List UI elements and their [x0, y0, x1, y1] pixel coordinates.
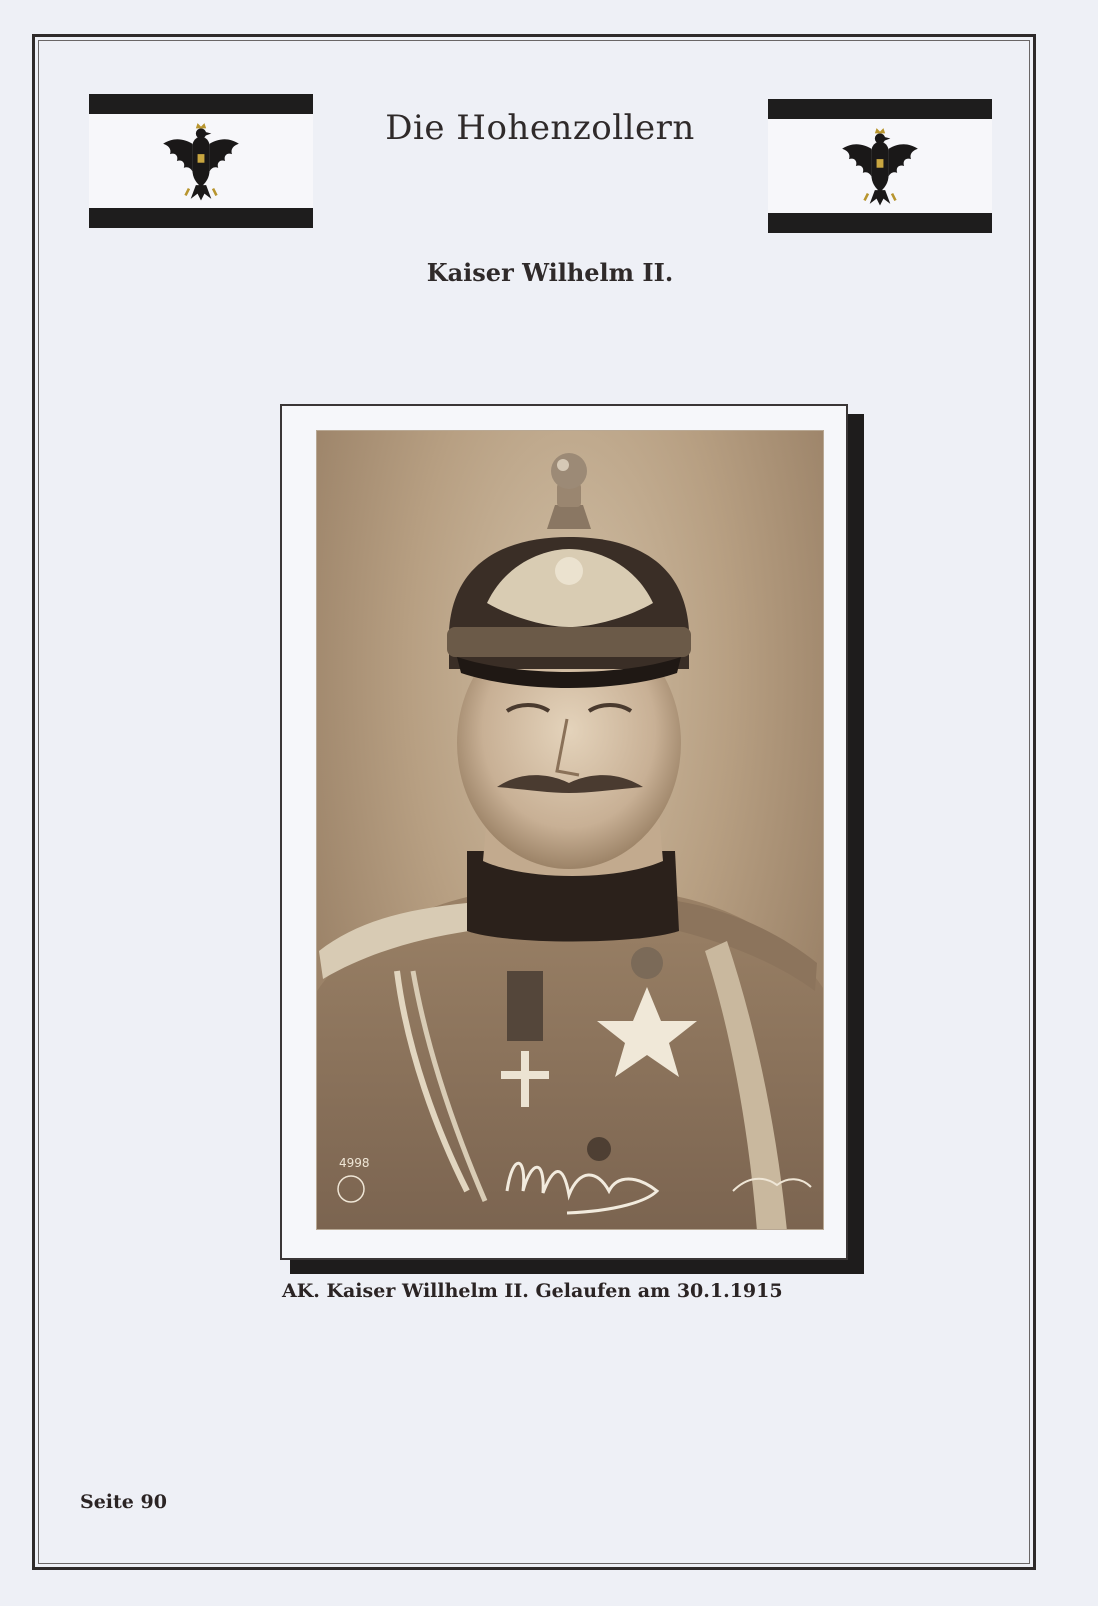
prussian-eagle-icon: [837, 123, 923, 209]
postcard-number: 4998: [339, 1156, 370, 1170]
postcard-caption: AK. Kaiser Willhelm II. Gelaufen am 30.1.1915: [282, 1280, 783, 1302]
page-subtitle: Kaiser Wilhelm II.: [426, 258, 674, 287]
prussian-eagle-icon: [158, 118, 244, 204]
flag-stripe-top: [89, 94, 313, 114]
flag-stripe-top: [768, 99, 992, 119]
portrait-illustration: [317, 431, 824, 1230]
flag-stripe-bottom: [768, 213, 992, 233]
postcard-photo: [316, 430, 824, 1230]
prussian-flag-left: [89, 94, 313, 228]
prussian-flag-right: [768, 99, 992, 233]
page-number: Seite 90: [80, 1491, 167, 1513]
page-title: Die Hohenzollern: [385, 108, 695, 148]
flag-stripe-bottom: [89, 208, 313, 228]
